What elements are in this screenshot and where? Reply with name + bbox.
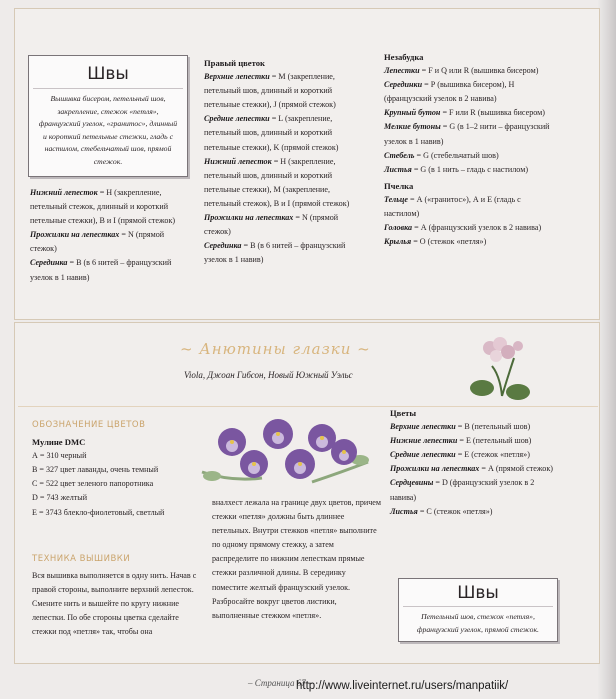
list-item: Нижние лепестки = Е (петельный шов) (390, 436, 532, 446)
list-item: Серединки = Р (вышивка бисером), Н (французский узелок в 2 навива) (384, 80, 515, 104)
right-column (384, 50, 556, 249)
pansies-illustration (192, 412, 382, 496)
technique-heading: ТЕХНИКА ВЫШИВКИ (32, 554, 131, 564)
section-title: ~ Анютины глазки ~ (180, 340, 371, 358)
list-item: Нижний лепесток = Н (закрепление, петельный шов, длинный и короткий петельные стежки), М (закрепление, петельный стежок), В и I (прямой стежок) (204, 156, 350, 208)
stitches-box-title: Швы (87, 64, 129, 84)
flowers-heading: Цветы (390, 408, 417, 418)
list-item: Лепестки = F и Q или R (вышивка бисером) (384, 66, 539, 76)
list-item: D = 743 желтый (32, 493, 88, 503)
middle-column (204, 56, 364, 267)
flowers-section (390, 406, 560, 519)
list-item: Верхние лепестки = В (петельный шов) (390, 422, 531, 432)
list-item: Стебель = G (стебельчатый шов) (384, 150, 499, 160)
middle-text (212, 496, 382, 623)
list-item: Тельце = А («гранитос»), А и Е (гладь с настилом) (384, 194, 521, 219)
list-item: С = 522 цвет зеленого папоротника (32, 479, 154, 489)
stitches-box-2-text: Петельный шов, стежок «петля», французский узелок, прямой стежок. (403, 606, 553, 636)
list-item: А = 310 черный (32, 451, 87, 461)
dmc-heading: Мулине DMC (32, 437, 86, 448)
forget-me-not-heading: Незабудка (384, 52, 424, 62)
right-flower-heading: Правый цветок (204, 58, 265, 68)
technique-text: Вся вышивка выполняется в одну нить. Начав с правой стороны, выполните верхний лепесток. Смените нить и вышейте по кругу нижние лепестки. По обе стороны цветка сделайте стежки под «петля» так, чтобы она (32, 571, 197, 637)
section-subtitle: Viola, Джоан Гибсон, Новый Южный Уэльс (184, 370, 353, 380)
list-item: Серединка = В (в 6 нитей – французский узелок в 1 навив) (204, 241, 346, 265)
list-item: Крупный бутон = F или R (вышивка бисером) (384, 108, 545, 118)
colors-heading: ОБОЗНАЧЕНИЕ ЦВЕТОВ (32, 420, 146, 430)
colors-section (32, 418, 200, 520)
continuation-paragraph: вналхест лежала на границе двух цветов, причем стежки «петля» должны быть длиннее петельных. Внутри стежков «петля» выполните по одному прямому стежку, а затем распределите по нижним лепесткам прямые стежки различной длины. В серединку поместите желтый французский узелок. Разбросайте вокруг цветов листики, выполненные стежком «петля». (212, 498, 382, 620)
stitches-box-2 (398, 578, 558, 642)
list-item: Нижний лепесток = Н (закрепление, петельный стежок, длинный и короткий петельные стежки), В и I (прямой стежок) (30, 188, 176, 226)
list-item: В = 327 цвет лаванды, очень темный (32, 465, 159, 475)
list-item: Верхние лепестки = М (закрепление, петельный шов, длинный и короткий петельные стежки), J (прямой стежок) (204, 72, 336, 110)
pelargonium-illustration (462, 326, 538, 406)
technique-section (32, 552, 200, 640)
list-item: Средние лепестки = L (закрепление, петельный шов, длинный и короткий петельные стежки), K (прямой стежок) (204, 114, 339, 152)
list-item: Прожилки на лепестках = N (прямой стежок) (30, 230, 165, 254)
list-item: Средние лепестки = Е (стежок «петля») (390, 450, 530, 460)
list-item: Крылья = О (стежок «петля») (384, 237, 487, 247)
list-item: Листья = G (в 1 нить – гладь с настилом) (384, 164, 529, 174)
watermark-url: http://www.liveinternet.ru/users/manpatiik/ (296, 680, 509, 692)
stitches-box (28, 55, 188, 177)
list-item: Листья = С (стежок «петля») (390, 506, 493, 516)
left-column (30, 186, 190, 285)
list-item: Серединка = В (в 6 нитей – французский узелок в 1 навив) (30, 258, 172, 282)
list-item: Прожилки на лепестках = А (прямой стежок) (390, 464, 553, 474)
stitches-box-text: Вышивка бисером, петельный шов, закрепление, стежок «петля», французский узелок, «гранитос», длинный и короткий петельные стежки, гладь с настилом, стебельчатый шов, прямой стежок. (33, 88, 183, 169)
list-item: Е = 3743 блекло-фиолетовый, светлый (32, 507, 165, 517)
stitches-box-2-title: Швы (457, 583, 499, 603)
page-number: – Страница 67 – (248, 678, 313, 688)
list-item: Сердцевины = D (французский узелок в 2 навива) (390, 478, 535, 502)
list-item: Прожилки на лепестках = N (прямой стежок) (204, 213, 339, 237)
list-item: Мелкие бутоны = G (в 1–2 нити – французский узелок в 1 навив) (384, 122, 550, 146)
bee-heading: Пчелка (384, 180, 414, 191)
list-item: Головка = А (французский узелок в 2 навива) (384, 223, 542, 233)
page-spine-shadow (598, 0, 616, 699)
